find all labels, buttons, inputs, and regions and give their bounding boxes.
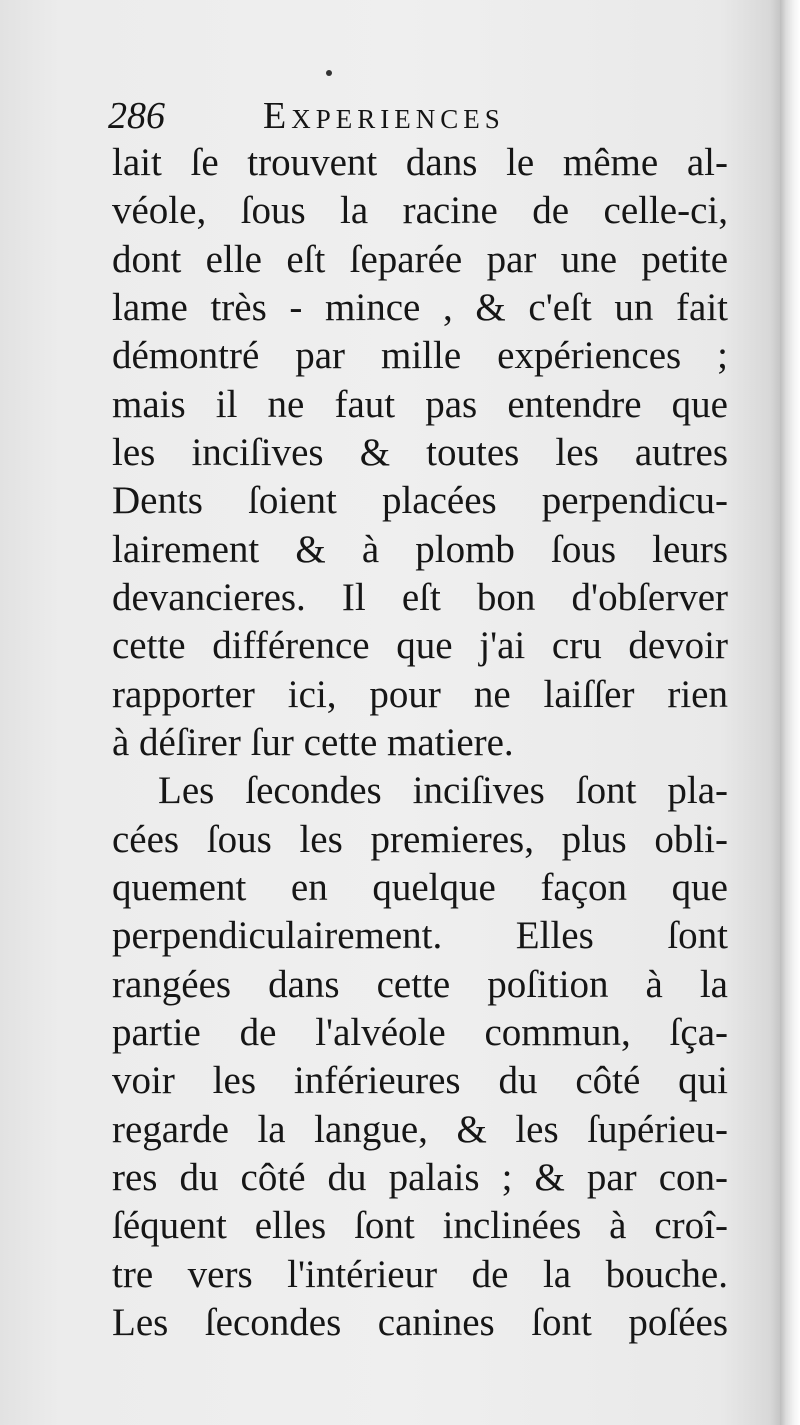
- text-line: les inciſives & toutes les autres: [112, 430, 728, 474]
- text-line: Les ſecondes canines ſont poſées: [112, 1300, 728, 1344]
- text-line: quement en quelque façon que: [112, 865, 728, 909]
- text-line: regarde la langue, & les ſupérieu-: [112, 1107, 728, 1151]
- text-line: mais il ne faut pas entendre que: [112, 382, 728, 426]
- page-number: 286: [108, 95, 165, 137]
- body-text: [112, 139, 728, 1347]
- text-line: démontré par mille expériences ;: [112, 334, 728, 378]
- text-line: Dents ſoient placées perpendicu-: [112, 479, 728, 523]
- ink-dot: [326, 70, 332, 76]
- text-line: devancieres. Il eſt bon d'obſerver: [112, 575, 728, 619]
- text-line: Les ſecondes inciſives ſont pla-: [158, 769, 728, 813]
- text-line: lairement & à plomb ſous leurs: [112, 527, 728, 571]
- text-line: res du côté du palais ; & par con-: [112, 1155, 728, 1199]
- text-line: lame très - mince , & c'eſt un fait: [112, 285, 728, 329]
- text-line: à déſirer ſur cette matiere.: [112, 720, 514, 764]
- page-header: [108, 92, 728, 140]
- text-line: partie de l'alvéole commun, ſça-: [112, 1010, 728, 1054]
- text-line: cées ſous les premieres, plus obli-: [112, 817, 728, 861]
- page-edge: [780, 0, 800, 1425]
- text-line: ſéquent elles ſont inclinées à croî-: [112, 1204, 728, 1248]
- text-line: voir les inférieures du côté qui: [112, 1059, 728, 1103]
- text-line: rapporter ici, pour ne laiſſer rien: [112, 672, 728, 716]
- text-line: perpendiculairement. Elles ſont: [112, 914, 728, 958]
- text-line: lait ſe trouvent dans le même al-: [112, 141, 728, 184]
- text-line: cette différence que j'ai cru devoir: [112, 624, 728, 668]
- text-line: rangées dans cette poſition à la: [112, 962, 728, 1006]
- text-line: véole, ſous la racine de celle-ci,: [112, 189, 728, 233]
- text-line: tre vers l'intérieur de la bouche.: [112, 1252, 728, 1296]
- running-head: Experiences: [263, 95, 505, 137]
- text-line: dont elle eſt ſeparée par une petite: [112, 237, 728, 281]
